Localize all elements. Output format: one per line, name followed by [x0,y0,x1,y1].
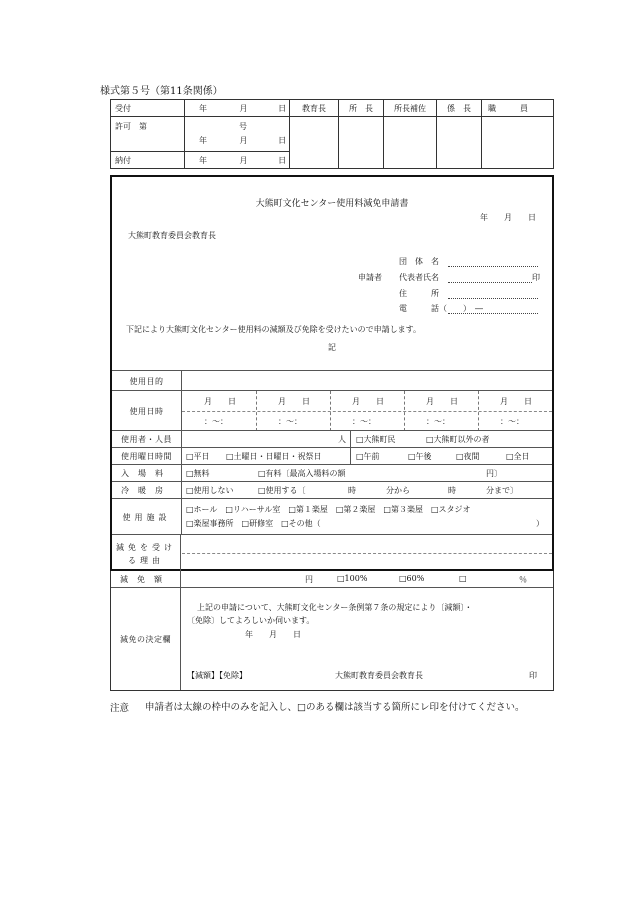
daytime-row [112,447,552,465]
decision-text-2: 〔免除〕してよろしいか伺います。 [187,616,315,625]
aircon-opt-yes[interactable]: □使用する〔 [258,486,306,495]
role-kakaricho: 係 長 [437,100,482,117]
time-opt-morning[interactable]: □午前 [356,452,380,461]
fee-row [112,464,552,482]
datetime-row [112,390,552,431]
form-title: 大熊町文化センター使用料減免申請書 [255,199,409,209]
users-row [112,430,552,448]
amount-opt-60[interactable]: □60% [399,574,425,583]
date-slot-3[interactable]: 月 日 [352,397,384,406]
fee-opt-free[interactable]: □無料 [186,469,210,478]
facility-options-1[interactable]: □ホール □リハーサル室 □第１楽屋 □第２楽屋 □第３楽屋 □スタジオ [186,505,471,514]
field-address-label: 住 所 [399,289,439,298]
time-opt-allday[interactable]: □全日 [506,452,530,461]
decision-label: 減免の決定欄 [111,588,181,690]
date-slot-4[interactable]: 月 日 [426,397,458,406]
reason-label: 減免を受ける理由 [112,535,181,572]
stamp-kakaricho[interactable] [437,117,482,169]
rep-name-input[interactable] [448,272,532,283]
date-slot-2[interactable]: 月 日 [278,397,310,406]
application-date[interactable]: 年 月 日 [480,213,536,222]
users-opt-nonresident[interactable]: □大熊町以外の者 [426,435,490,444]
amount-row [111,571,553,587]
time-opt-afternoon[interactable]: □午後 [408,452,432,461]
field-phone-label: 電 話（ ） ― [399,304,483,313]
kyoka-label: 許可 第 [111,117,185,152]
amount-percent: ％ [519,575,527,584]
time-slot-5[interactable]: ：〜： [500,417,524,426]
noufu-label: 納付 [111,152,185,169]
time-slot-2[interactable]: ：〜： [278,417,302,426]
uketsuke-date[interactable]: 年 月 日 [185,100,290,117]
decision-row [111,587,553,690]
phone-input[interactable] [448,303,538,314]
day-opt-weekday[interactable]: □平日 [186,452,210,461]
people-unit: 人 [338,435,346,444]
decision-kind[interactable]: 【減額】【免除】 [187,671,247,680]
stamp-shocho[interactable] [339,117,384,169]
stamp-shocho-hosa[interactable] [384,117,437,169]
time-slot-1[interactable]: ：〜： [204,417,228,426]
aircon-from-hour: 時 [348,486,356,495]
note-text: 申請者は太線の枠中のみを記入し、□のある欄は該当する箇所にレ印を付けてください。 [145,702,525,713]
facility-label: 使用施設 [112,499,182,535]
aircon-to-min: 分まで〕 [486,486,518,495]
group-name-input[interactable] [448,256,538,267]
field-group-name-label: 団 体 名 [399,257,439,266]
aircon-label: 冷暖房 [112,482,182,499]
noufu-date[interactable]: 年 月 日 [185,152,290,169]
purpose-input[interactable] [182,371,552,391]
aircon-to-hour: 時 [448,486,456,495]
amount-opt-100[interactable]: □100% [337,574,368,583]
facility-row [112,498,552,535]
decision-seal: 印 [529,671,537,680]
stamp-kyoikucho[interactable] [290,117,339,169]
fee-opt-paid[interactable]: □有料〔最高入場料の額 [258,469,346,478]
role-shocho: 所 長 [339,100,384,117]
applicant-section [110,175,554,571]
office-section [110,571,554,691]
day-opt-weekend[interactable]: □土曜日・日曜日・祝祭日 [226,452,322,461]
reason-row [112,534,552,572]
amount-opt-other[interactable]: □ [459,574,467,583]
applicant-label: 申請者 [358,273,382,282]
seal-mark: 印 [532,273,540,282]
datetime-label: 使用日時 [112,391,182,431]
address-input[interactable] [448,288,538,299]
role-shocho-hosa: 所長補佐 [384,100,437,117]
uketsuke-label: 受付 [111,100,185,117]
date-slot-1[interactable]: 月 日 [204,397,236,406]
fee-label: 入場料 [112,465,182,482]
decision-date[interactable]: 年 月 日 [245,630,301,639]
date-slot-5[interactable]: 月 日 [500,397,532,406]
facility-options-2[interactable]: □楽屋事務所 □研修室 □その他（ [186,519,321,528]
decision-text-1: 上記の申請について、大熊町文化センター条例第７条の規定により〔減額〕・ [197,603,473,612]
field-rep-label: 代表者氏名 [399,273,439,282]
fee-yen: 円〕 [486,469,502,478]
time-slot-3[interactable]: ：〜： [352,417,376,426]
purpose-label: 使用目的 [112,371,182,391]
role-kyoikucho: 教育長 [290,100,339,117]
daytime-label: 使用曜日時間 [112,448,182,465]
form-number: 様式第５号（第11条関係） [100,86,223,97]
addressee: 大熊町教育委員会教育長 [128,231,216,240]
approval-table [110,99,554,169]
statement: 下記により大熊町文化センター使用料の減額及び免除を受けたいので申請します。 [126,325,422,334]
aircon-row [112,481,552,499]
time-opt-night[interactable]: □夜間 [456,452,480,461]
stamp-shokuin[interactable] [482,117,554,169]
aircon-from-min: 分から [386,486,410,495]
facility-close: ） [536,519,544,528]
reason-input[interactable] [182,535,552,572]
kyoka-value[interactable]: 号 年 月 日 [185,117,290,152]
aircon-opt-no[interactable]: □使用しない [186,486,234,495]
note-label: 注意 [110,703,130,714]
ki-mark: 記 [328,343,336,352]
role-shokuin: 職 員 [482,100,554,117]
amount-label: 減免額 [111,571,181,587]
purpose-row [112,370,552,391]
users-label: 使用者・人員 [112,431,182,448]
amount-yen: 円 [305,575,313,584]
users-opt-resident[interactable]: □大熊町民 [356,435,396,444]
decision-signer: 大熊町教育委員会教育長 [335,671,423,680]
time-slot-4[interactable]: ：〜： [426,417,450,426]
